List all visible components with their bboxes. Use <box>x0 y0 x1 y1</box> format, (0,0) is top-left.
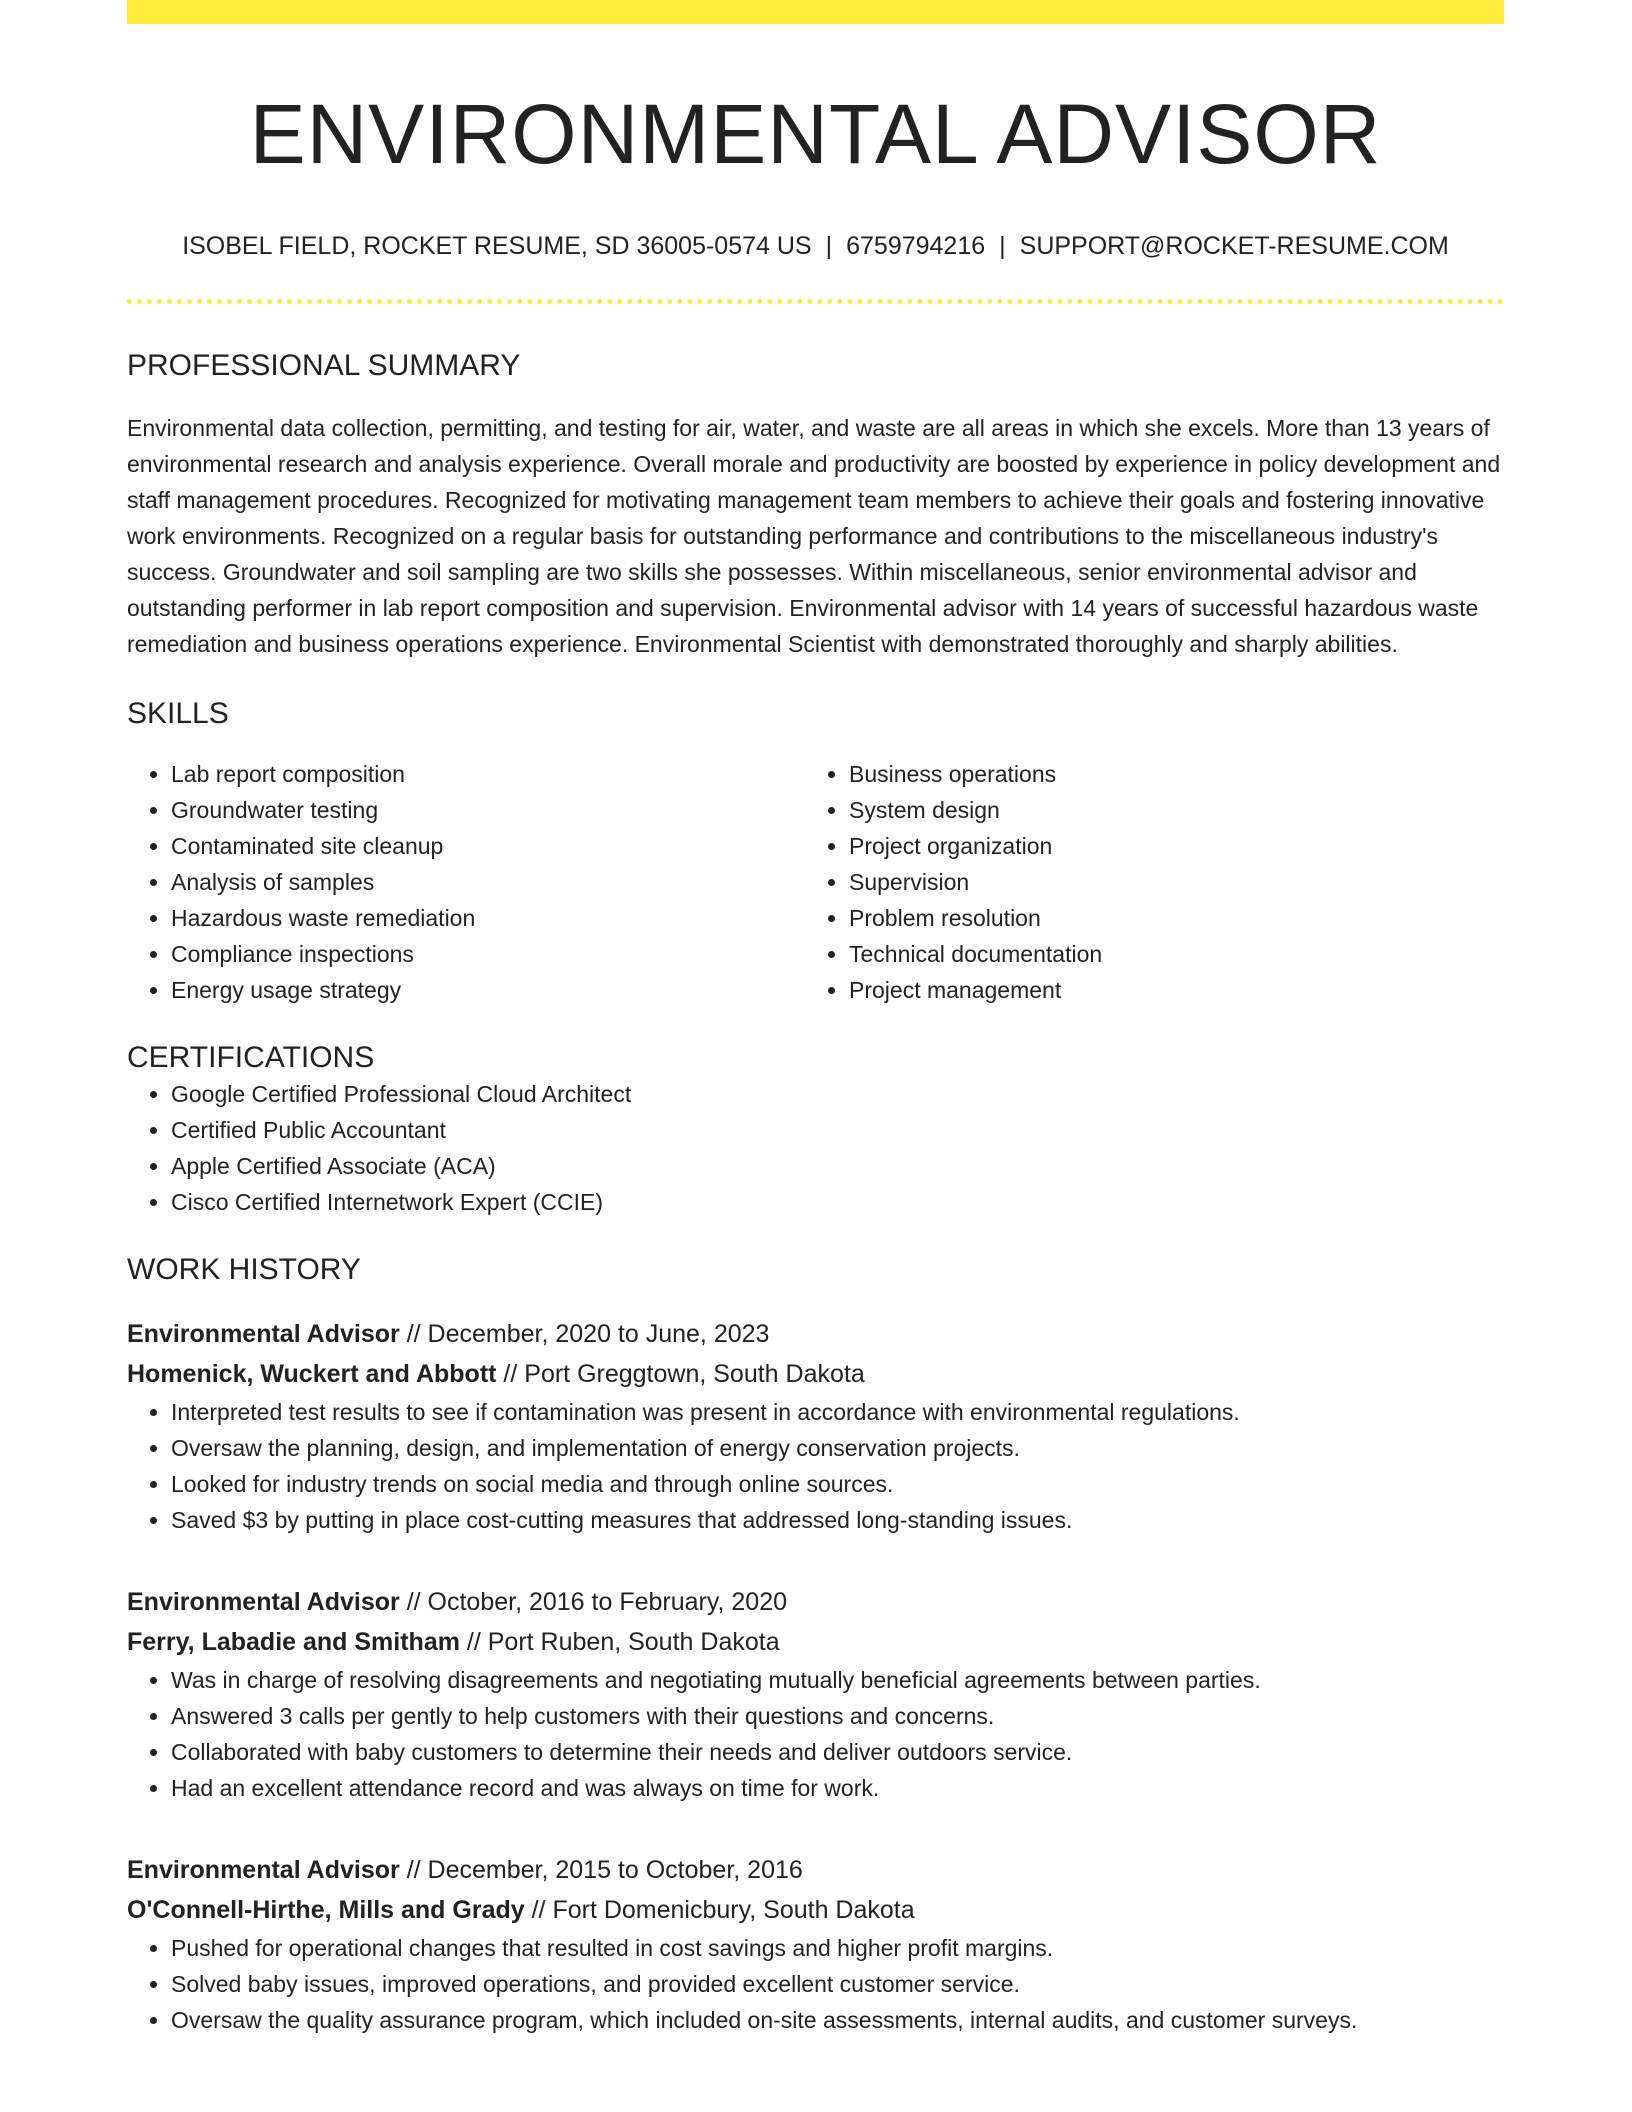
job-bullet-list <box>127 1930 1504 2038</box>
skill-item: • Lab report composition <box>171 756 805 792</box>
job-dates: // December, 2020 to June, 2023 <box>399 1319 770 1348</box>
accent-bar <box>127 0 1504 24</box>
certification-item: • Apple Certified Associate (ACA) <box>171 1148 1504 1184</box>
job-location: // Port Greggtown, South Dakota <box>496 1359 865 1388</box>
skills-grid <box>127 756 1504 1008</box>
job-bullet: • Oversaw the planning, design, and implementation of energy conservation projects. <box>171 1430 1504 1466</box>
certification-item: • Google Certified Professional Cloud Architect <box>171 1076 1504 1112</box>
resume-title: ENVIRONMENTAL ADVISOR <box>249 87 1382 181</box>
certifications-heading: CERTIFICATIONS <box>127 1040 375 1074</box>
contact-phone: 6759794216 <box>846 231 986 260</box>
job-bullet: • Pushed for operational changes that resulted in cost savings and higher profit margins. <box>171 1930 1504 1966</box>
job-company-line <box>127 1622 1504 1662</box>
skill-item: • Problem resolution <box>849 900 1483 936</box>
skill-item: • Groundwater testing <box>171 792 805 828</box>
job-bullet: • Had an excellent attendance record and was always on time for work. <box>171 1770 1504 1806</box>
contact-email: SUPPORT@ROCKET-RESUME.COM <box>1019 231 1449 260</box>
job-bullet: • Interpreted test results to see if contamination was present in accordance with environmental regulations. <box>171 1394 1504 1430</box>
contact-line <box>127 231 1504 261</box>
skills-list-right <box>805 756 1483 1008</box>
job-company-line <box>127 1890 1504 1930</box>
certifications-list <box>127 1076 1504 1220</box>
job-role: Environmental Advisor <box>127 1855 400 1884</box>
skill-item: • Supervision <box>849 864 1483 900</box>
job-entry <box>127 1582 1504 1806</box>
summary-heading: PROFESSIONAL SUMMARY <box>127 348 521 382</box>
contact-address: ISOBEL FIELD, ROCKET RESUME, SD 36005-0574 US <box>182 231 812 260</box>
job-company: O'Connell-Hirthe, Mills and Grady <box>127 1895 525 1924</box>
job-bullet: • Looked for industry trends on social media and through online sources. <box>171 1466 1504 1502</box>
job-title-line <box>127 1314 1504 1354</box>
skills-list-left <box>127 756 805 1008</box>
job-title-line <box>127 1582 1504 1622</box>
work-history-heading: WORK HISTORY <box>127 1252 361 1286</box>
skill-item: • Analysis of samples <box>171 864 805 900</box>
job-bullet: • Solved baby issues, improved operations, and provided excellent customer service. <box>171 1966 1504 2002</box>
job-bullet: • Collaborated with baby customers to determine their needs and deliver outdoors service. <box>171 1734 1504 1770</box>
job-bullet: • Answered 3 calls per gently to help customers with their questions and concerns. <box>171 1698 1504 1734</box>
skill-item: • Energy usage strategy <box>171 972 805 1008</box>
skills-heading: SKILLS <box>127 696 229 730</box>
contact-separator: | <box>825 231 833 260</box>
skill-item: • Technical documentation <box>849 936 1483 972</box>
job-entry <box>127 1850 1504 2038</box>
job-location: // Fort Domenicbury, South Dakota <box>524 1895 915 1924</box>
job-role: Environmental Advisor <box>127 1587 400 1616</box>
skills-column-left <box>127 756 805 1008</box>
job-role: Environmental Advisor <box>127 1319 400 1348</box>
job-entry <box>127 1314 1504 1538</box>
skill-item: • System design <box>849 792 1483 828</box>
resume-page <box>127 0 1504 2038</box>
job-company: Ferry, Labadie and Smitham <box>127 1627 460 1656</box>
skills-column-right <box>805 756 1483 1008</box>
job-company: Homenick, Wuckert and Abbott <box>127 1359 497 1388</box>
job-bullet: • Saved $3 by putting in place cost-cutting measures that addressed long-standing issues. <box>171 1502 1504 1538</box>
job-location: // Port Ruben, South Dakota <box>459 1627 780 1656</box>
skill-item: • Project management <box>849 972 1483 1008</box>
job-dates: // October, 2016 to February, 2020 <box>399 1587 788 1616</box>
job-bullet: • Was in charge of resolving disagreements and negotiating mutually beneficial agreements between parties. <box>171 1662 1504 1698</box>
skill-item: • Project organization <box>849 828 1483 864</box>
dotted-divider <box>127 299 1504 304</box>
summary-text: Environmental data collection, permitting, and testing for air, water, and waste are all areas in which she excels. More than 13 years of environmental research and analysis experience. Overall morale and productivity are boosted by experience in policy development and staff management procedures. Recognized for motivating management team members to achieve their goals and fostering innovative work environments. Recognized on a regular basis for outstanding performance and contributions to the miscellaneous industry's success. Groundwater and soil sampling are two skills she possesses. Within miscellaneous, senior environmental advisor and outstanding performer in lab report composition and supervision. Environmental advisor with 14 years of successful hazardous waste remediation and business operations experience. Environmental Scientist with demonstrated thoroughly and sharply abilities. <box>127 414 1501 657</box>
job-bullet-list <box>127 1662 1504 1806</box>
skill-item: • Business operations <box>849 756 1483 792</box>
contact-separator: | <box>999 231 1006 260</box>
job-dates: // December, 2015 to October, 2016 <box>399 1855 803 1884</box>
skill-item: • Hazardous waste remediation <box>171 900 805 936</box>
job-title-line <box>127 1850 1504 1890</box>
skill-item: • Contaminated site cleanup <box>171 828 805 864</box>
job-bullet: • Oversaw the quality assurance program, which included on-site assessments, internal audits, and customer surveys. <box>171 2002 1504 2038</box>
job-company-line <box>127 1354 1504 1394</box>
certification-item: • Certified Public Accountant <box>171 1112 1504 1148</box>
job-bullet-list <box>127 1394 1504 1538</box>
certification-item: • Cisco Certified Internetwork Expert (CCIE) <box>171 1184 1504 1220</box>
skill-item: • Compliance inspections <box>171 936 805 972</box>
